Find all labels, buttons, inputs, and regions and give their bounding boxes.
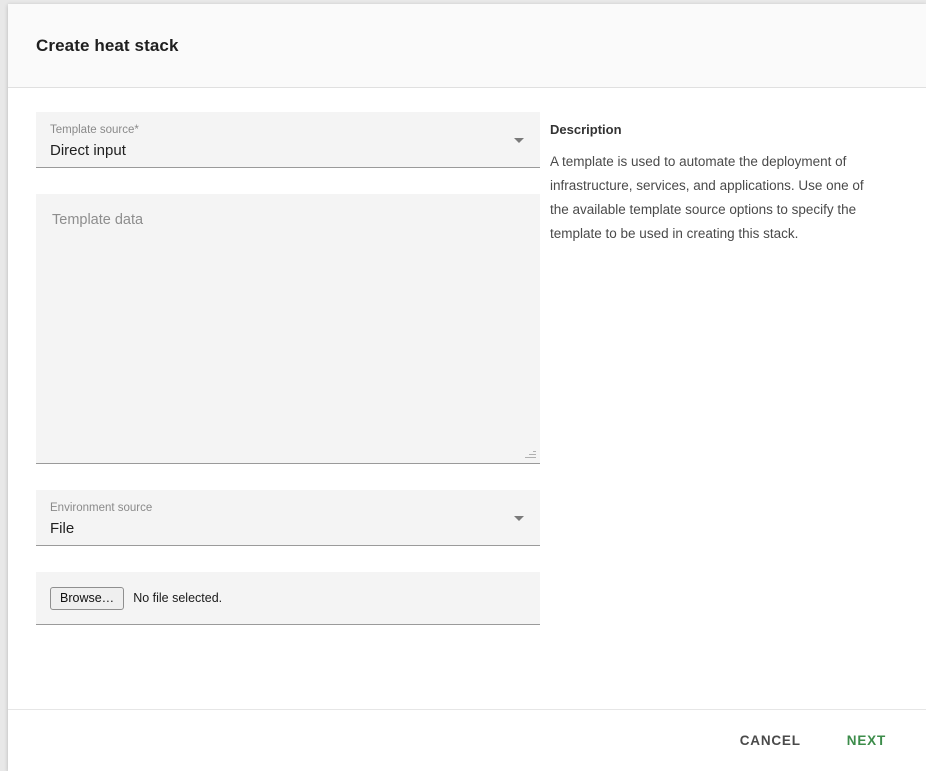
- form-column: [36, 112, 540, 625]
- chevron-down-icon: [514, 516, 524, 521]
- file-status-text: No file selected.: [133, 591, 223, 605]
- create-heat-stack-dialog: [8, 4, 926, 771]
- template-source-value: Direct input: [50, 142, 126, 159]
- cancel-button[interactable]: CANCEL: [728, 725, 813, 756]
- environment-source-select[interactable]: [36, 490, 540, 546]
- description-heading: Description: [550, 122, 622, 137]
- dialog-header: [8, 4, 926, 88]
- template-data-textarea[interactable]: [36, 194, 540, 464]
- dialog-footer: [8, 709, 926, 771]
- description-text: A template is used to automate the deployment of infrastructure, services, and applications. Use one of the available template source options to specify the template to be used in creating this stack.: [550, 154, 864, 241]
- dialog-body: [8, 88, 926, 625]
- environment-file-input[interactable]: [36, 572, 540, 625]
- chevron-down-icon: [514, 138, 524, 143]
- next-button[interactable]: NEXT: [835, 725, 898, 756]
- description-column: [550, 112, 898, 625]
- environment-source-label: Environment source: [50, 502, 153, 514]
- environment-source-value: File: [50, 520, 75, 537]
- template-source-label: Template source*: [50, 124, 139, 136]
- resize-handle[interactable]: [524, 447, 536, 459]
- template-source-select[interactable]: [36, 112, 540, 168]
- page-title: Create heat stack: [36, 35, 179, 55]
- browse-button[interactable]: Browse…: [50, 587, 124, 610]
- template-data-placeholder: Template data: [52, 212, 144, 228]
